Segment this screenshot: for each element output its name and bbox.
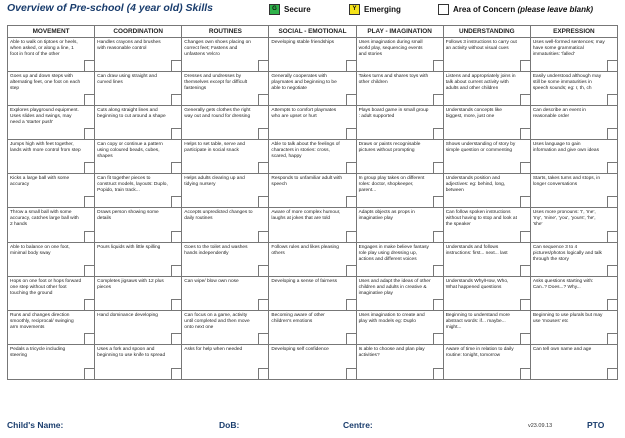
skill-cell bbox=[95, 277, 182, 310]
skill-text: Helps adults clearing up and tidying nursery bbox=[184, 176, 245, 188]
skill-cell bbox=[8, 345, 95, 379]
emerging-swatch: Y bbox=[349, 4, 360, 15]
secure-label: Secure bbox=[284, 4, 311, 14]
rating-checkbox[interactable] bbox=[346, 333, 356, 344]
skill-cell bbox=[269, 174, 356, 207]
rating-checkbox[interactable] bbox=[84, 94, 94, 105]
skill-cell bbox=[269, 140, 356, 173]
rating-checkbox[interactable] bbox=[84, 265, 94, 276]
rating-checkbox[interactable] bbox=[171, 128, 181, 139]
skill-text: Plays board game in small group : adult supported bbox=[358, 108, 429, 120]
skill-cell bbox=[8, 72, 95, 105]
skill-cell bbox=[182, 208, 269, 241]
skill-cell bbox=[531, 106, 617, 139]
skill-text: Able to balance on one foot, minimal body sway bbox=[10, 244, 70, 256]
skill-cell bbox=[8, 243, 95, 276]
skill-text: Draws person showing some details bbox=[97, 210, 159, 222]
skill-cell bbox=[95, 208, 182, 241]
pto-label: PTO bbox=[587, 420, 605, 430]
skill-cell bbox=[444, 345, 531, 379]
skill-text: Follows rules and likes pleasing others bbox=[271, 244, 339, 256]
skill-cell bbox=[531, 345, 617, 379]
skill-cell bbox=[269, 277, 356, 310]
rating-checkbox[interactable] bbox=[346, 60, 356, 71]
centre-label: Centre: bbox=[343, 420, 373, 430]
skill-text: In group play takes on different roles: doctor, shopkeeper, parent... bbox=[358, 176, 425, 194]
rating-checkbox[interactable] bbox=[346, 265, 356, 276]
column-header: UNDERSTANDING bbox=[444, 26, 531, 38]
rating-checkbox[interactable] bbox=[520, 299, 530, 310]
rating-checkbox[interactable] bbox=[433, 60, 443, 71]
column-header: ROUTINES bbox=[182, 26, 269, 38]
skill-cell bbox=[95, 140, 182, 173]
skill-text: Starts, takes turns and stops, in longer conversations bbox=[532, 176, 601, 188]
skill-cell bbox=[95, 243, 182, 276]
skill-cell bbox=[182, 243, 269, 276]
rating-checkbox[interactable] bbox=[607, 265, 617, 276]
skill-cell bbox=[357, 174, 444, 207]
column-header: COORDINATION bbox=[95, 26, 182, 38]
skill-text: Pours liquids with little spilling bbox=[97, 244, 161, 250]
rating-checkbox[interactable] bbox=[258, 368, 268, 379]
rating-checkbox[interactable] bbox=[84, 60, 94, 71]
rating-checkbox[interactable] bbox=[258, 128, 268, 139]
skill-text: Accepts unpredicted changes to daily routines bbox=[184, 210, 253, 222]
skill-cell bbox=[444, 140, 531, 173]
skills-grid bbox=[7, 25, 618, 380]
skill-cell bbox=[444, 72, 531, 105]
rating-checkbox[interactable] bbox=[520, 128, 530, 139]
column-header: SOCIAL - EMOTIONAL bbox=[269, 26, 356, 38]
skill-cell bbox=[182, 311, 269, 344]
dob-label: DoB: bbox=[219, 420, 240, 430]
skill-text: Hand dominance developing bbox=[97, 312, 158, 318]
emerging-label: Emerging bbox=[364, 4, 401, 14]
skill-text: Can draw using straight and curved lines bbox=[97, 74, 157, 86]
rating-checkbox[interactable] bbox=[346, 231, 356, 242]
version-label: v23.09.13 bbox=[528, 423, 553, 429]
rating-checkbox[interactable] bbox=[346, 196, 356, 207]
rating-checkbox[interactable] bbox=[258, 299, 268, 310]
rating-checkbox[interactable] bbox=[433, 196, 443, 207]
skill-cell bbox=[357, 208, 444, 241]
rating-checkbox[interactable] bbox=[171, 231, 181, 242]
skill-text: Runs and changes direction smoothly, reciprocal/ swinging arm movements bbox=[10, 312, 74, 330]
skill-cell bbox=[95, 38, 182, 71]
skills-row bbox=[8, 243, 617, 277]
rating-checkbox[interactable] bbox=[433, 94, 443, 105]
concern-label: Area of Concern bbox=[453, 4, 516, 14]
skill-cell bbox=[95, 106, 182, 139]
skill-text: Can copy or continue a pattern using coloured beads, cubes, shapes bbox=[97, 142, 163, 160]
skill-text: Listens and appropriately joins in talk about current activity with adults and other children bbox=[445, 74, 516, 92]
skill-text: Can describe an event in reasonable order bbox=[532, 108, 586, 120]
skill-text: Responds to unfamiliar adult with speech bbox=[271, 176, 343, 188]
skill-text: Changes own shoes placing on correct feet; Fastens and unfastens Velcro bbox=[184, 40, 251, 57]
skill-cell bbox=[357, 243, 444, 276]
skill-text: Can fit together pieces to construct models, layouts: Duplo, Popido, train track... bbox=[97, 176, 168, 194]
skill-cell bbox=[444, 38, 531, 71]
rating-checkbox[interactable] bbox=[433, 299, 443, 310]
skill-cell bbox=[531, 38, 617, 71]
skill-text: Can focus on a game, activity until completed and then move onto next one bbox=[184, 312, 250, 330]
skill-text: Understands Why/How, Who, What happened questions bbox=[445, 278, 509, 290]
skill-cell bbox=[531, 243, 617, 276]
rating-checkbox[interactable] bbox=[520, 333, 530, 344]
skill-text: Pedals a tricycle including steering bbox=[10, 346, 66, 358]
rating-checkbox[interactable] bbox=[607, 333, 617, 344]
skill-cell bbox=[8, 38, 95, 71]
skill-text: Uses language to gain information and give own ideas bbox=[532, 142, 599, 154]
skill-cell bbox=[531, 174, 617, 207]
skill-text: Kicks a large ball with some accuracy bbox=[10, 176, 70, 188]
skill-text: Draws or paints recognisable pictures without prompting bbox=[358, 142, 421, 154]
skill-text: Understands and follows instructions: first... next... last bbox=[445, 244, 508, 256]
rating-checkbox[interactable] bbox=[520, 231, 530, 242]
rating-checkbox[interactable] bbox=[258, 60, 268, 71]
rating-checkbox[interactable] bbox=[171, 60, 181, 71]
skill-cell bbox=[531, 140, 617, 173]
skill-cell bbox=[182, 38, 269, 71]
skill-text: Completes jigsaws with 12 plus pieces bbox=[97, 278, 164, 290]
skill-cell bbox=[8, 174, 95, 207]
column-header: PLAY - IMAGINATION bbox=[357, 26, 444, 38]
skill-text: Can tell own name and age bbox=[532, 346, 592, 352]
skill-cell bbox=[531, 311, 617, 344]
rating-checkbox[interactable] bbox=[520, 94, 530, 105]
skill-text: Can sequence 3 to 4 pictures/photos logically and talk through the story bbox=[532, 244, 602, 262]
rating-checkbox[interactable] bbox=[607, 128, 617, 139]
rating-checkbox[interactable] bbox=[607, 368, 617, 379]
rating-checkbox[interactable] bbox=[84, 128, 94, 139]
rating-checkbox[interactable] bbox=[520, 162, 530, 173]
skill-text: Beginning to understand more abstract words: if... maybe... might... bbox=[445, 312, 510, 330]
rating-checkbox[interactable] bbox=[433, 128, 443, 139]
rating-checkbox[interactable] bbox=[520, 196, 530, 207]
skill-cell bbox=[182, 345, 269, 379]
skill-cell bbox=[357, 140, 444, 173]
rating-checkbox[interactable] bbox=[171, 265, 181, 276]
rating-checkbox[interactable] bbox=[258, 265, 268, 276]
skill-cell bbox=[95, 345, 182, 379]
rating-checkbox[interactable] bbox=[171, 162, 181, 173]
column-header-row bbox=[8, 26, 617, 38]
skill-text: Able to talk about the feelings of characters in stories: cross, scared, happy bbox=[271, 142, 340, 160]
skill-text: Takes turns and shares toys with other children bbox=[358, 74, 429, 86]
rating-checkbox[interactable] bbox=[346, 299, 356, 310]
column-header: MOVEMENT bbox=[8, 26, 95, 38]
rating-checkbox[interactable] bbox=[346, 368, 356, 379]
rating-checkbox[interactable] bbox=[258, 333, 268, 344]
skill-text: Throw a small ball with some accuracy, catches large ball with 2 hands bbox=[10, 210, 79, 228]
skill-text: Generally gets clothes the right way out and round for dressing bbox=[184, 108, 251, 120]
skills-row bbox=[8, 72, 617, 106]
skill-cell bbox=[531, 208, 617, 241]
skill-text: Shows understanding of story by simple question or commenting bbox=[445, 142, 516, 154]
rating-checkbox[interactable] bbox=[258, 162, 268, 173]
concern-swatch bbox=[438, 4, 449, 15]
skill-text: Dresses and undresses by themselves except for difficult fastenings bbox=[184, 74, 248, 92]
rating-checkbox[interactable] bbox=[171, 299, 181, 310]
skill-cell bbox=[269, 311, 356, 344]
skill-cell bbox=[444, 174, 531, 207]
skill-text: Becoming aware of other children's emotions bbox=[271, 312, 325, 324]
skill-text: Uses a fork and spoon and beginning to use knife to spread bbox=[97, 346, 166, 358]
skill-text: Developing a sense of fairness bbox=[271, 278, 338, 284]
rating-checkbox[interactable] bbox=[433, 231, 443, 242]
rating-checkbox[interactable] bbox=[84, 368, 94, 379]
skill-cell bbox=[357, 277, 444, 310]
skill-text: Is able to choose and plan play activities? bbox=[358, 346, 425, 358]
skill-cell bbox=[531, 72, 617, 105]
skill-cell bbox=[269, 106, 356, 139]
skill-cell bbox=[8, 140, 95, 173]
rating-checkbox[interactable] bbox=[258, 231, 268, 242]
skill-text: Aware of more complex humour, laughs at jokes that are told bbox=[271, 210, 341, 222]
skill-cell bbox=[444, 106, 531, 139]
rating-checkbox[interactable] bbox=[607, 299, 617, 310]
skill-text: Able to walk on tiptoes or heels, when asked, or along a line, 1 foot in front of the other bbox=[10, 40, 78, 57]
rating-checkbox[interactable] bbox=[433, 333, 443, 344]
rating-checkbox[interactable] bbox=[346, 94, 356, 105]
skill-cell bbox=[182, 174, 269, 207]
column-header: EXPRESSION bbox=[531, 26, 617, 38]
skill-text: Goes to the toilet and washes hands independently bbox=[184, 244, 248, 256]
rating-checkbox[interactable] bbox=[607, 94, 617, 105]
skill-cell bbox=[95, 311, 182, 344]
rating-checkbox[interactable] bbox=[258, 94, 268, 105]
skill-text: Beginning to use plurals but may use 'mouses' etc bbox=[532, 312, 603, 324]
skill-cell bbox=[531, 277, 617, 310]
rating-checkbox[interactable] bbox=[84, 162, 94, 173]
skill-text: Adapts objects as props in imaginative play bbox=[358, 210, 415, 222]
skill-text: Engages in make believe fantasy role play using dressing up, actions and different voices bbox=[358, 244, 429, 262]
skill-cell bbox=[269, 72, 356, 105]
skill-cell bbox=[8, 311, 95, 344]
skill-text: Explores playground equipment. Uses slides and swings, may need a 'starter push' bbox=[10, 108, 79, 126]
skill-text: Aware of time in relation to daily routine: tonight, tomorrow bbox=[445, 346, 514, 358]
rating-checkbox[interactable] bbox=[520, 60, 530, 71]
skill-cell bbox=[95, 72, 182, 105]
skills-row bbox=[8, 106, 617, 140]
skill-text: Jumps high with feet together, lands with more control from step bbox=[10, 142, 81, 154]
rating-checkbox[interactable] bbox=[607, 162, 617, 173]
skill-text: Asks questions starting with: Can..? Does...? Why... bbox=[532, 278, 594, 290]
form-header bbox=[7, 2, 619, 18]
skill-cell bbox=[444, 243, 531, 276]
skill-text: Goes up and down steps with alternating feet, one foot on each step bbox=[10, 74, 81, 92]
rating-checkbox[interactable] bbox=[433, 162, 443, 173]
rating-checkbox[interactable] bbox=[346, 162, 356, 173]
skill-text: Handles crayons and brushes with reasonable control bbox=[97, 40, 161, 51]
rating-checkbox[interactable] bbox=[607, 231, 617, 242]
rating-checkbox[interactable] bbox=[433, 265, 443, 276]
rating-checkbox[interactable] bbox=[520, 368, 530, 379]
skill-text: Developing stable friendships bbox=[271, 40, 335, 45]
skill-cell bbox=[8, 106, 95, 139]
skill-cell bbox=[357, 38, 444, 71]
skill-text: Generally cooperates with playmates and beginning to be able to negotiate bbox=[271, 74, 337, 92]
skill-cell bbox=[269, 38, 356, 71]
skill-text: Understands position and adjectives: eg: behind, long, between bbox=[445, 176, 506, 194]
key-area-of-concern bbox=[438, 3, 593, 15]
skills-row bbox=[8, 174, 617, 208]
skill-cell bbox=[95, 174, 182, 207]
rating-checkbox[interactable] bbox=[346, 128, 356, 139]
skill-text: Attempts to comfort playmates who are upset or hurt bbox=[271, 108, 337, 120]
skill-cell bbox=[182, 106, 269, 139]
rating-checkbox[interactable] bbox=[84, 196, 94, 207]
skill-text: Cuts along straight lines and beginning to cut around a shape bbox=[97, 108, 166, 120]
skills-row bbox=[8, 38, 617, 72]
skill-text: Uses imagination to create and play with models eg: Duplo bbox=[358, 312, 425, 324]
concern-note: (please leave blank) bbox=[517, 4, 594, 14]
skills-row bbox=[8, 345, 617, 379]
rating-checkbox[interactable] bbox=[171, 196, 181, 207]
rating-checkbox[interactable] bbox=[607, 196, 617, 207]
skills-row bbox=[8, 208, 617, 242]
rating-checkbox[interactable] bbox=[520, 265, 530, 276]
skills-row bbox=[8, 311, 617, 345]
rating-checkbox[interactable] bbox=[607, 60, 617, 71]
skill-text: Easily understood although may still be some immaturities in speech sounds; eg: r, th, ch bbox=[532, 74, 602, 92]
key-emerging bbox=[349, 3, 401, 15]
skill-text: Follows 3 instructions to carry out an activity without visual cues bbox=[445, 40, 517, 51]
rating-checkbox[interactable] bbox=[84, 333, 94, 344]
skill-text: Hops on one foot or hops forward one step without other foot touching the ground bbox=[10, 278, 82, 296]
skill-cell bbox=[444, 277, 531, 310]
rating-checkbox[interactable] bbox=[258, 196, 268, 207]
skill-text: Uses well-formed sentences; may have some grammatical immaturities: 'falled' bbox=[532, 40, 605, 57]
skills-row bbox=[8, 140, 617, 174]
skill-cell bbox=[357, 311, 444, 344]
rating-checkbox[interactable] bbox=[433, 368, 443, 379]
skill-text: Developing self confidence bbox=[271, 346, 329, 352]
skills-row bbox=[8, 277, 617, 311]
skill-cell bbox=[269, 345, 356, 379]
skill-text: Understands concepts like biggest, more, just one bbox=[445, 108, 502, 120]
rating-checkbox[interactable] bbox=[84, 299, 94, 310]
skill-text: Asks for help when needed bbox=[184, 346, 243, 352]
rating-checkbox[interactable] bbox=[171, 368, 181, 379]
rating-checkbox[interactable] bbox=[84, 231, 94, 242]
skill-text: Uses imagination during small world play, sequencing events and stories bbox=[358, 40, 423, 57]
skill-cell bbox=[182, 140, 269, 173]
skill-cell bbox=[357, 72, 444, 105]
skill-cell bbox=[182, 277, 269, 310]
skill-text: Helps to set table, serve and participate in social snack bbox=[184, 142, 246, 154]
key-secure bbox=[269, 3, 311, 15]
skill-cell bbox=[357, 345, 444, 379]
skill-cell bbox=[182, 72, 269, 105]
form-footer bbox=[7, 420, 619, 434]
secure-swatch: G bbox=[269, 4, 280, 15]
skill-text: Can wipe/ blow own nose bbox=[184, 278, 239, 284]
skill-text: Can follow spoken instructions without having to stop and look at the speaker bbox=[445, 210, 517, 228]
rating-checkbox[interactable] bbox=[171, 94, 181, 105]
skill-cell bbox=[269, 208, 356, 241]
skill-text: Uses more pronouns: 'I', 'me', 'my', 'mine', 'you', 'yours', 'he', 'she' bbox=[532, 210, 596, 228]
skill-cell bbox=[357, 106, 444, 139]
page-title: Overview of Pre-school (4 year old) Skills bbox=[7, 2, 213, 14]
rating-checkbox[interactable] bbox=[171, 333, 181, 344]
skill-text: Uses and adapt the ideas of other children and adults in creative & imaginative play bbox=[358, 278, 431, 296]
skill-cell bbox=[269, 243, 356, 276]
child-name-label: Child's Name: bbox=[7, 420, 64, 430]
skill-cell bbox=[444, 208, 531, 241]
skill-cell bbox=[444, 311, 531, 344]
skill-cell bbox=[8, 277, 95, 310]
skill-cell bbox=[8, 208, 95, 241]
